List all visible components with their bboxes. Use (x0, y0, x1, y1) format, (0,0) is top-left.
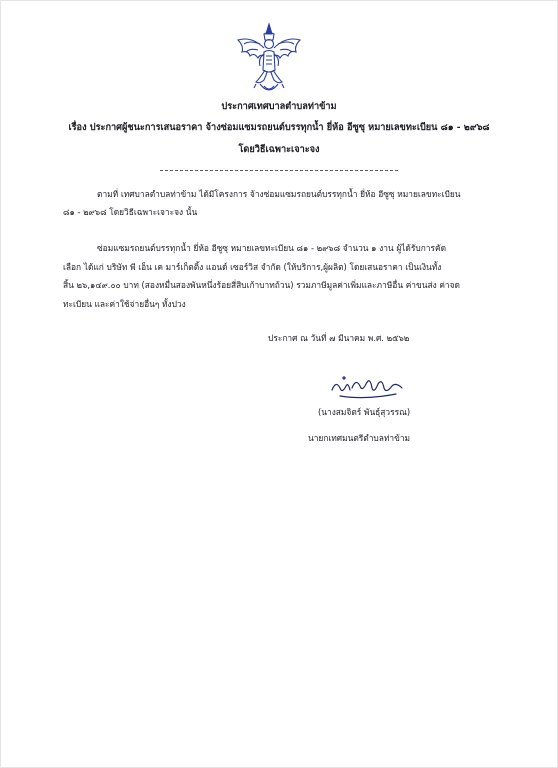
dashed-divider (160, 170, 398, 171)
announcement-date: ประกาศ ณ วันที่ ๗ มีนาคม พ.ศ. ๒๕๖๒ (268, 333, 410, 343)
handwritten-signature (326, 366, 410, 406)
paragraph2-line: เลือก ได้แก่ บริษัท พี เอ็น เค มาร์เก็ตติ้ง แอนด์ เซอร์วิส จำกัด (ให้บริการ,ผู้ผลิต) โดยเสนอราคา เป็นเงินทั้ง (63, 262, 442, 272)
document-title: ประกาศเทศบาลตำบลท่าข้าม (221, 101, 337, 112)
paragraph2-line: สิ้น ๒๖,๑๔๙.๐๐ บาท (สองหมื่นสองพันหนึ่งร้อยสี่สิบเก้าบาทถ้วน) รวมภาษีมูลค่าเพิ่มและภาษีอื่น ค่าขนส่ง ค่าจด (63, 280, 460, 290)
signer-title: นายกเทศมนตรีตำบลท่าข้าม (308, 433, 411, 443)
paragraph1-line: ตามที่ เทศบาลตำบลท่าข้าม ได้มีโครงการ จ้างซ่อมแซมรถยนต์บรรทุกน้ำ ยี่ห้อ อีซูซุ หมายเลขทะเบียน (97, 189, 461, 199)
garuda-emblem-icon (234, 22, 304, 98)
paragraph2-line: ทะเบียน และค่าใช้จ่ายอื่นๆ ทั้งปวง (63, 299, 186, 309)
procurement-method: โดยวิธีเฉพาะเจาะจง (238, 144, 320, 155)
paragraph1-line: ๘๑ - ๒๙๖๘ โดยวิธีเฉพาะเจาะจง นั้น (63, 207, 198, 217)
paragraph2-line: ซ่อมแซมรถยนต์บรรทุกน้ำ ยี่ห้อ อีซูซุ หมายเลขทะเบียน ๘๑ - ๒๙๖๘ จำนวน ๑ งาน ผู้ได้รับการคัด (97, 243, 447, 253)
document-subject: เรื่อง ประกาศผู้ชนะการเสนอราคา จ้างซ่อมแซมรถยนต์บรรทุกน้ำ ยี่ห้อ อีซูซุ หมายเลขทะเบียน ๘๑ - ๒๙๖๘ (68, 122, 490, 133)
signer-name: (นางสมจิตร์ พันธุ์สุวรรณ) (318, 407, 411, 417)
